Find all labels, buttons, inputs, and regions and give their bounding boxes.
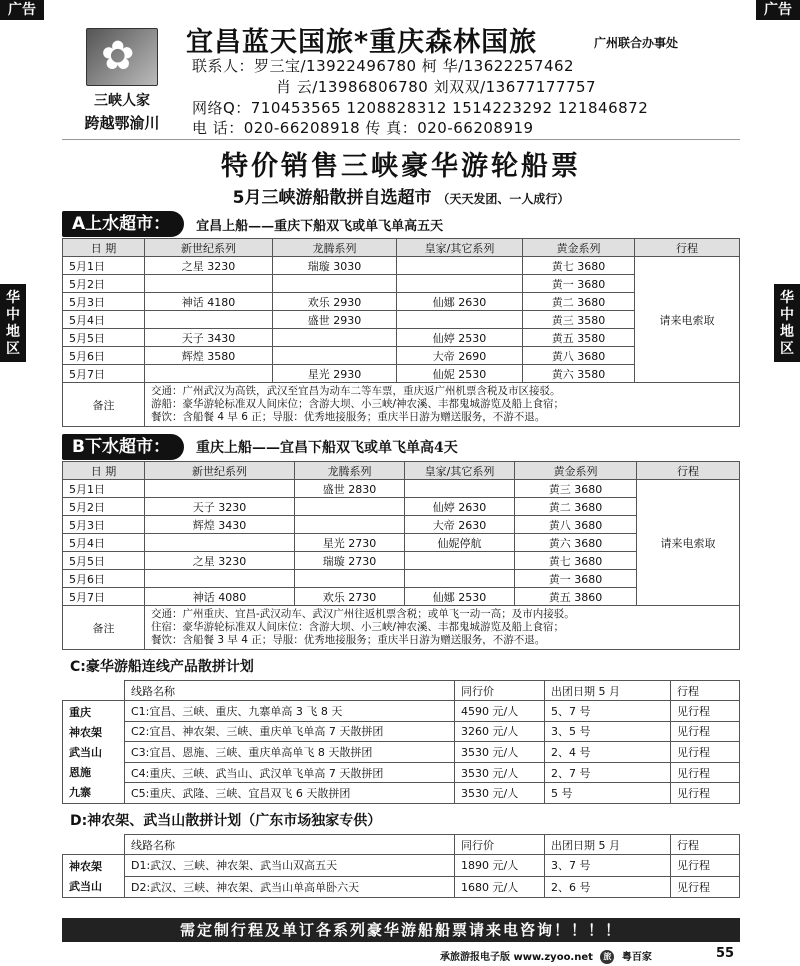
route-price: 3530 元/人	[455, 783, 545, 804]
cell	[145, 311, 273, 329]
region-name: 神农架	[69, 726, 102, 739]
route-price: 4590 元/人	[455, 701, 545, 722]
route-price: 3530 元/人	[455, 762, 545, 783]
cell	[397, 275, 523, 293]
cell: 黄五 3860	[515, 588, 637, 606]
col-itinerary: 行程	[671, 835, 740, 855]
cell	[295, 498, 405, 516]
region-name: 重庆	[69, 706, 91, 719]
cell: 之星 3230	[145, 552, 295, 570]
cell: 5月2日	[63, 275, 145, 293]
cell	[145, 570, 295, 588]
logo-tagline: 跨越鄂渝川	[84, 114, 160, 132]
notes-label: 备注	[63, 383, 145, 427]
note-line: 餐饮：含船餐 3 早 4 正；导服：优秀地接服务；重庆半日游为赠送服务，不游不退。	[151, 634, 546, 646]
cell: 黄一 3680	[515, 570, 637, 588]
col-longteng: 龙腾系列	[273, 239, 397, 257]
cell: 神话 4080	[145, 588, 295, 606]
route-price: 1890 元/人	[455, 855, 545, 877]
section-a-badge: A上水超市：	[62, 211, 184, 237]
cell: 星光 2930	[273, 365, 397, 383]
main-subtitle-note: （天天发团、一人成行）	[437, 192, 570, 206]
cell	[295, 516, 405, 534]
region-tab-right	[774, 284, 800, 362]
col-royal: 皇家/其它系列	[405, 462, 515, 480]
col-price: 同行价	[455, 681, 545, 701]
main-subtitle-text: 5月三峡游船散拼自选超市	[232, 188, 432, 208]
section-b-header	[62, 433, 740, 461]
table-row	[63, 701, 740, 722]
notes-label: 备注	[63, 606, 145, 650]
cell: 仙娜 2530	[405, 588, 515, 606]
section-c-title: C:豪华游船连线产品散拼计划	[70, 659, 254, 675]
col-longteng: 龙腾系列	[295, 462, 405, 480]
table-header-row	[63, 239, 740, 257]
notes-cell	[145, 383, 740, 427]
cell: 仙婷 2630	[405, 498, 515, 516]
cell: 辉煌 3580	[145, 347, 273, 365]
cell	[273, 275, 397, 293]
note-line: 交通：广州武汉为高铁，武汉至宜昌为动车二等车票，重庆返广州机票含税及市区接驳。	[151, 385, 561, 397]
cell: 欢乐 2930	[273, 293, 397, 311]
route-name: D2:武汉、三峡、神农架、武当山单高单卧六天	[125, 876, 455, 898]
ad-label-left: 广告	[0, 0, 44, 20]
cell: 黄七 3680	[523, 257, 635, 275]
col-price: 同行价	[455, 835, 545, 855]
cell: 5月5日	[63, 552, 145, 570]
cell: 黄六 3680	[515, 534, 637, 552]
route-itinerary: 见行程	[671, 742, 740, 763]
col-gold: 黄金系列	[515, 462, 637, 480]
cell	[397, 257, 523, 275]
cell: 仙婷 2530	[397, 329, 523, 347]
agency-logo	[68, 28, 176, 136]
col-route: 线路名称	[125, 835, 455, 855]
cell	[397, 311, 523, 329]
table-row	[63, 783, 740, 804]
region-list	[63, 701, 125, 804]
cell: 5月1日	[63, 480, 145, 498]
route-itinerary: 见行程	[671, 762, 740, 783]
cell: 瑞璇 2730	[295, 552, 405, 570]
main-title: 特价销售三峡豪华游轮船票	[221, 151, 581, 182]
cell: 黄三 3580	[523, 311, 635, 329]
region-name: 武当山	[69, 746, 102, 759]
cell: 仙妮停航	[405, 534, 515, 552]
notes-cell	[145, 606, 740, 650]
table-header-row	[63, 462, 740, 480]
cell	[145, 534, 295, 552]
cell: 5月1日	[63, 257, 145, 275]
col-new-century: 新世纪系列	[145, 239, 273, 257]
note-line: 餐饮：含船餐 4 早 6 正；导服：优秀地接服务；重庆半日游为赠送服务，不游不退。	[151, 411, 546, 423]
route-name: C5:重庆、武隆、三峡、宜昌双飞 6 天散拼团	[125, 783, 455, 804]
cell: 5月5日	[63, 329, 145, 347]
cell: 5月4日	[63, 311, 145, 329]
route-dates: 2、7 号	[545, 762, 671, 783]
col-departure: 出团日期 5 月	[545, 681, 671, 701]
route-dates: 3、5 号	[545, 721, 671, 742]
cell: 5月7日	[63, 588, 145, 606]
cell: 5月3日	[63, 516, 145, 534]
logo-slogan: 三峡人家	[94, 93, 150, 109]
region-tab-right-text: 华中地区	[780, 290, 794, 357]
col-gold: 黄金系列	[523, 239, 635, 257]
ad-page	[62, 20, 740, 898]
region-tab-left	[0, 284, 26, 362]
cell	[405, 480, 515, 498]
cell: 盛世 2930	[273, 311, 397, 329]
cell: 天子 3230	[145, 498, 295, 516]
table-row	[63, 855, 740, 877]
section-d-table	[62, 834, 740, 898]
table-header-row	[63, 681, 740, 701]
section-a-table	[62, 238, 740, 427]
itinerary-cell: 请来电索取	[637, 480, 740, 606]
itinerary-cell: 请来电索取	[635, 257, 740, 383]
col-date: 日 期	[63, 239, 145, 257]
cell: 黄二 3680	[523, 293, 635, 311]
col-royal: 皇家/其它系列	[397, 239, 523, 257]
ad-label-right: 广告	[756, 0, 800, 20]
route-name: C1:宜昌、三峡、重庆、九寨单高 3 飞 8 天	[125, 701, 455, 722]
cell	[145, 275, 273, 293]
route-name: C3:宜昌、恩施、三峡、重庆单高单飞 8 天散拼团	[125, 742, 455, 763]
main-subtitle	[62, 183, 740, 208]
region-name: 恩施	[69, 766, 91, 779]
cell	[145, 480, 295, 498]
region-name: 九寨	[69, 786, 91, 799]
cell: 黄六 3580	[523, 365, 635, 383]
cell: 之星 3230	[145, 257, 273, 275]
cell: 瑞璇 3030	[273, 257, 397, 275]
table-row	[63, 876, 740, 898]
cell	[273, 347, 397, 365]
cell: 大帝 2690	[397, 347, 523, 365]
cell	[405, 570, 515, 588]
contacts-line-2: 肖 云/13986806780 刘双双/13677177757	[276, 78, 597, 96]
cell: 欢乐 2730	[295, 588, 405, 606]
route-name: C4:重庆、三峡、武当山、武汉单飞单高 7 天散拼团	[125, 762, 455, 783]
cell: 神话 4180	[145, 293, 273, 311]
cell: 黄八 3680	[515, 516, 637, 534]
table-row	[63, 257, 740, 275]
cell: 星光 2730	[295, 534, 405, 552]
footer-credit	[440, 948, 652, 964]
table-row	[63, 762, 740, 783]
col-itinerary: 行程	[637, 462, 740, 480]
route-dates: 2、4 号	[545, 742, 671, 763]
route-itinerary: 见行程	[671, 876, 740, 898]
col-route: 线路名称	[125, 681, 455, 701]
section-b-route: 重庆上船——宜昌下船双飞或单飞单高4天	[195, 440, 458, 456]
cell: 5月4日	[63, 534, 145, 552]
cell: 黄三 3680	[515, 480, 637, 498]
route-itinerary: 见行程	[671, 721, 740, 742]
section-b-table	[62, 461, 740, 650]
notes-row	[63, 383, 740, 427]
note-line: 交通：广州重庆、宜昌-武汉动车、武汉广州往返机票含税；或单飞一动一高；及市内接驳。	[151, 608, 575, 620]
col-region	[63, 681, 125, 701]
footer-credit-text: 承旅游报电子版 www.zyoo.net	[440, 952, 593, 963]
route-dates: 3、7 号	[545, 855, 671, 877]
note-line: 游船：豪华游轮标准双人间床位；含游大坝、小三峡/神农溪、丰都鬼城游览及船上食宿；	[151, 398, 565, 410]
agency-office: 广州联合办事处	[594, 36, 679, 50]
section-c-table	[62, 680, 740, 804]
route-name: C2:宜昌、神农架、三峡、重庆单飞单高 7 天散拼团	[125, 721, 455, 742]
cell: 辉煌 3430	[145, 516, 295, 534]
footer-banner: 需定制行程及单订各系列豪华游船船票请来电咨询！！！！	[62, 918, 740, 942]
flower-logo-icon	[86, 28, 158, 86]
col-region	[63, 835, 125, 855]
table-row	[63, 721, 740, 742]
route-price: 3260 元/人	[455, 721, 545, 742]
notes-row	[63, 606, 740, 650]
route-itinerary: 见行程	[671, 855, 740, 877]
route-itinerary: 见行程	[671, 701, 740, 722]
agency-title: 宜昌蓝天国旅*重庆森林国旅	[186, 27, 538, 58]
contacts-line-1: 联系人：罗三宝/13922496780 柯 华/13622257462	[192, 57, 575, 75]
note-line: 住宿：豪华游轮标准双人间床位：含游大坝、小三峡/神农溪、丰都鬼城游览及船上食宿；	[151, 621, 565, 633]
cell: 黄二 3680	[515, 498, 637, 516]
route-price: 3530 元/人	[455, 742, 545, 763]
section-a-route: 宜昌上船——重庆下船双飞或单飞单高五天	[196, 218, 444, 234]
cell: 5月7日	[63, 365, 145, 383]
table-header-row	[63, 835, 740, 855]
route-dates: 5 号	[545, 783, 671, 804]
qq-line: 网络Q：710453565 1208828312 1514223292 121846872	[192, 99, 649, 117]
cell: 5月6日	[63, 347, 145, 365]
cell: 天子 3430	[145, 329, 273, 347]
table-row	[63, 480, 740, 498]
cell: 黄八 3680	[523, 347, 635, 365]
cell	[405, 552, 515, 570]
footer-brand: 粤百家	[621, 952, 652, 963]
cell: 5月6日	[63, 570, 145, 588]
route-name: D1:武汉、三峡、神农架、武当山双高五天	[125, 855, 455, 877]
route-price: 1680 元/人	[455, 876, 545, 898]
cell: 5月2日	[63, 498, 145, 516]
table-row	[63, 742, 740, 763]
page-number: 55	[716, 946, 735, 961]
col-date: 日 期	[63, 462, 145, 480]
col-departure: 出团日期 5 月	[545, 835, 671, 855]
cell	[295, 570, 405, 588]
cell	[273, 329, 397, 347]
cell: 黄七 3680	[515, 552, 637, 570]
region-name: 神农架	[69, 860, 102, 873]
cell: 大帝 2630	[405, 516, 515, 534]
col-itinerary: 行程	[635, 239, 740, 257]
section-b-badge: B下水超市：	[62, 434, 184, 460]
route-dates: 2、6 号	[545, 876, 671, 898]
cell: 盛世 2830	[295, 480, 405, 498]
region-tab-left-text: 华中地区	[6, 290, 20, 357]
cell	[145, 365, 273, 383]
phone-line: 电 话：020-66208918 传 真：020-66208919	[192, 119, 534, 137]
cell: 5月3日	[63, 293, 145, 311]
cell: 仙妮 2530	[397, 365, 523, 383]
route-itinerary: 见行程	[671, 783, 740, 804]
section-d-title: D:神农架、武当山散拼计划（广东市场独家专供）	[70, 813, 382, 829]
col-itinerary: 行程	[671, 681, 740, 701]
route-dates: 5、7 号	[545, 701, 671, 722]
cell: 仙娜 2630	[397, 293, 523, 311]
cell: 黄一 3680	[523, 275, 635, 293]
region-name: 武当山	[69, 880, 102, 893]
publisher-logo-icon: 旅	[600, 950, 614, 964]
section-a-header	[62, 210, 740, 238]
region-list	[63, 855, 125, 898]
col-new-century: 新世纪系列	[145, 462, 295, 480]
cell: 黄五 3580	[523, 329, 635, 347]
agency-header	[62, 20, 740, 140]
